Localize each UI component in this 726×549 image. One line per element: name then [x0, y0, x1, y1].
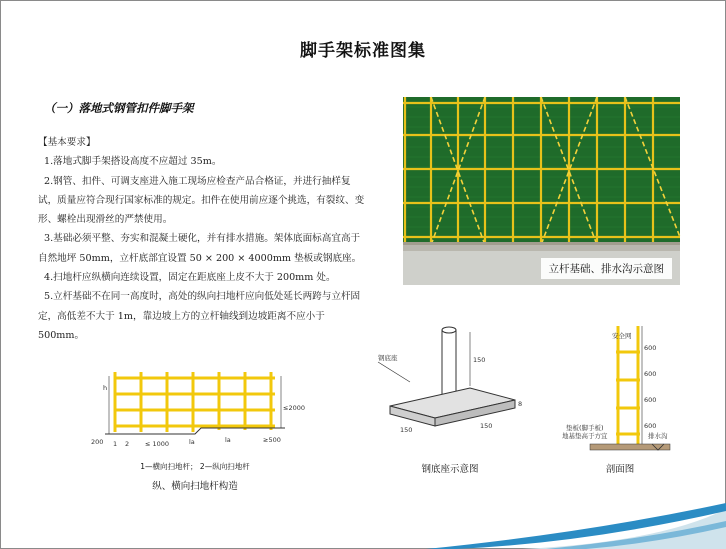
base-label-150c: 150	[480, 422, 493, 430]
scaffold-photo	[403, 97, 680, 285]
sweep-legend: 1—横向扫地杆； 2—纵向扫地杆	[140, 462, 250, 471]
label-la: la	[189, 438, 195, 446]
section-label-600d: 600	[644, 422, 657, 430]
label-le2000: ≤2000	[283, 404, 305, 412]
label-1: 1	[113, 440, 118, 448]
photo-caption: 立杆基础、排水沟示意图	[541, 258, 673, 279]
label-ge500: ≥500	[263, 436, 281, 444]
base-label-8: 8	[518, 400, 523, 408]
label-2: 2	[125, 440, 130, 448]
requirement-item-5: 5.立杆基础不在同一高度时，高处的纵向扫地杆应向低处延长两跨与立杆固定，高低差不大于 1m，靠边坡上方的立杆轴线到边坡距离不应小于 500mm。	[38, 291, 361, 341]
base-label: 钢底座	[378, 354, 398, 362]
section-label-raise: 地基垫高于方宜	[562, 432, 608, 440]
page-title: 脚手架标准图集	[300, 41, 426, 61]
section-label-net: 安全网	[612, 332, 632, 340]
sweep-caption: 纵、横向扫地杆构造	[152, 481, 238, 492]
corner-decoration	[366, 499, 726, 549]
section-label-600a: 600	[644, 344, 657, 352]
section-diagram	[560, 322, 680, 454]
requirement-item-3: 3.基础必须平整、夯实和混凝土硬化，并有排水措施。架体底面标高宜高于自然地坪 50mm，立杆底部宜设置 50 × 200 × 4000mm 垫板或钢底座。	[38, 233, 362, 264]
section-heading: （一）落地式钢管扣件脚手架	[44, 101, 194, 115]
label-le1000: ≤ 1000	[145, 440, 170, 448]
requirement-item-2: 2.钢管、扣件、可调支座进入施工现场应检查产品合格证，并进行抽样复试，质量应符合现行国家标准的规定。扣件在使用前应逐个挑选，有裂纹、变形、螺栓出现滑丝的严禁使用。	[38, 175, 365, 226]
section-caption: 剖面图	[605, 464, 635, 475]
label-h: h	[103, 384, 108, 392]
requirement-item-4: 4.扫地杆应纵横向连续设置，固定在距底座上皮不大于 200mm 处。	[44, 272, 336, 284]
section-label-drain: 排水沟	[648, 432, 668, 440]
steel-base-diagram	[370, 322, 530, 452]
section-label-600c: 600	[644, 396, 657, 404]
label-200: 200	[91, 438, 104, 446]
section-label-plank: 垫板(脚手板)	[566, 424, 604, 432]
section-label-600b: 600	[644, 370, 657, 378]
label-la2: la	[225, 436, 231, 444]
base-label-150b: 150	[400, 426, 413, 434]
sweep-pole-diagram	[85, 370, 305, 450]
requirements-text	[38, 133, 366, 345]
requirements-heading: 【基本要求】	[38, 137, 96, 148]
requirement-item-1: 1.落地式脚手架搭设高度不应超过 35m。	[44, 156, 222, 168]
scaffold-photo-art	[403, 97, 680, 285]
base-caption: 钢底座示意图	[421, 464, 479, 475]
base-label-150a: 150	[473, 356, 486, 364]
